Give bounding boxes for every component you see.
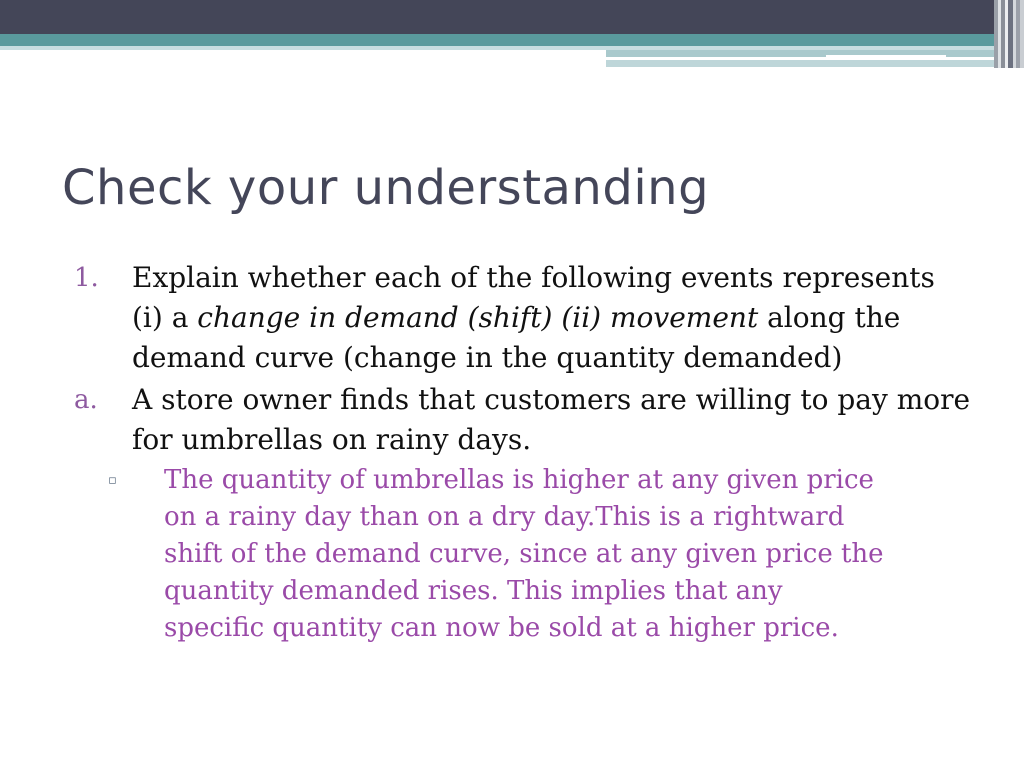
slide-title: Check your understanding	[62, 160, 710, 216]
slide-body	[74, 258, 974, 647]
question-text: Explain whether each of the following events represents (i) a	[132, 261, 935, 334]
answer-text: The quantity of umbrellas is higher at any given price on a rainy day than on a dry day.This is a rightward shift of the demand curve, since at any given price the quantity demanded rises. This implies that any specific quantity can now be sold at a higher price.	[164, 465, 884, 643]
question-item	[74, 258, 974, 378]
question-text-italic: change in demand (shift) (ii) movement	[197, 301, 759, 334]
question-number: 1.	[74, 263, 99, 293]
header-stripes	[994, 0, 1024, 68]
header-accent-bar	[606, 50, 1024, 57]
header-teal-bar	[0, 34, 1024, 46]
header-accent-bar-lower	[606, 60, 1024, 67]
scenario-text: A store owner finds that customers are willing to pay more for umbrellas on rainy days.	[132, 383, 971, 456]
question-text-end: along the demand curve (change in the quantity demanded)	[132, 301, 901, 374]
scenario-letter: a.	[74, 385, 98, 415]
header-dark-bar	[0, 0, 1024, 34]
square-bullet-icon: ▫	[108, 473, 117, 488]
scenario-item	[74, 380, 974, 460]
header-accent-highlight	[826, 55, 946, 58]
answer-item	[74, 462, 884, 647]
